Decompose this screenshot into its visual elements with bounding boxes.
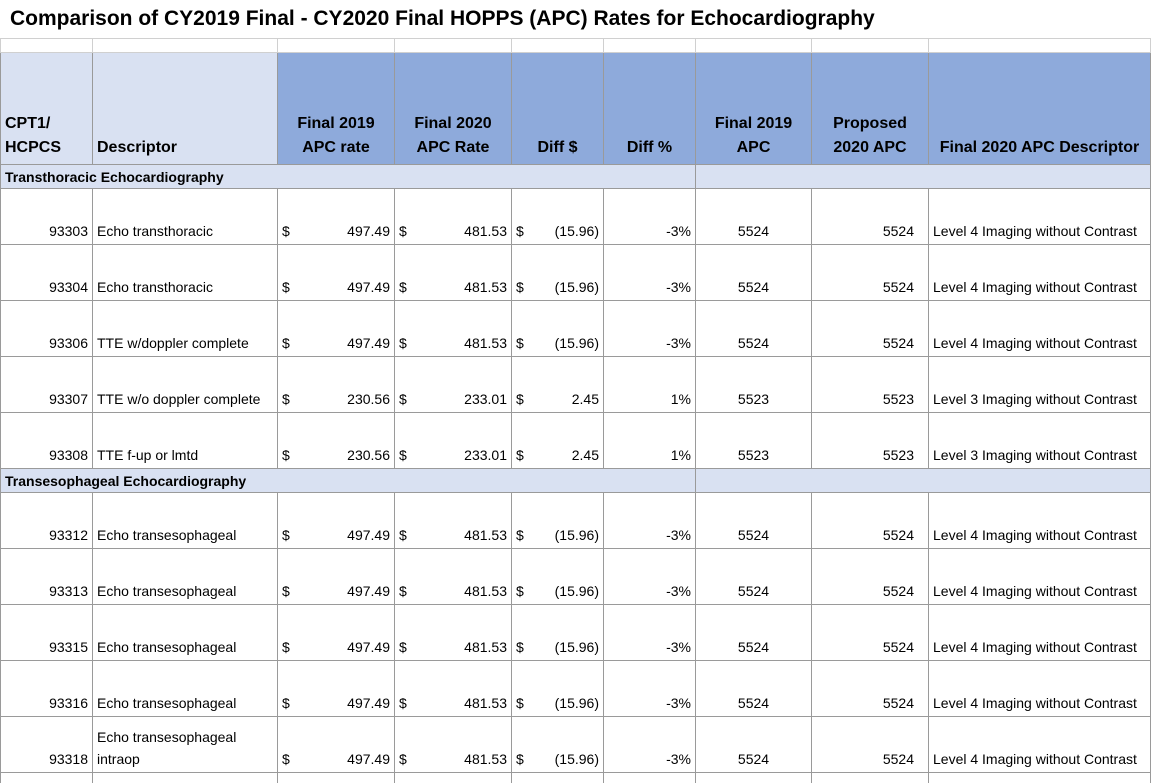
- cell-apc-descriptor[interactable]: Level 4 Imaging without Contrast: [929, 717, 1151, 773]
- cell-apc-descriptor[interactable]: Level 3 Imaging without Contrast: [929, 413, 1151, 469]
- empty-cell[interactable]: [696, 773, 812, 783]
- rates-table: [0, 38, 1151, 783]
- table-row: [1, 189, 1151, 245]
- cell-rate2019[interactable]: [278, 301, 395, 357]
- amount: 481.53: [464, 583, 507, 599]
- cell-apc-2020-proposed[interactable]: 5524: [812, 661, 929, 717]
- empty-cell[interactable]: [278, 773, 395, 783]
- header-code[interactable]: CPT1/ HCPCS: [1, 53, 93, 165]
- table-row: [1, 357, 1151, 413]
- currency-symbol: $: [516, 335, 524, 351]
- cell-diff[interactable]: [512, 661, 604, 717]
- empty-cell[interactable]: [929, 773, 1151, 783]
- section-blank[interactable]: [696, 165, 1151, 189]
- currency-symbol: $: [282, 583, 290, 599]
- cell-rate2019[interactable]: [278, 245, 395, 301]
- cell-apc-2019[interactable]: 5524: [696, 717, 812, 773]
- money-value: [516, 524, 599, 546]
- money-value: [399, 636, 507, 658]
- cell-rate2020[interactable]: [395, 189, 512, 245]
- amount: (15.96): [554, 223, 599, 239]
- header-diff-dollar[interactable]: Diff $: [512, 53, 604, 165]
- amount: 230.56: [347, 447, 390, 463]
- cell-diff[interactable]: [512, 717, 604, 773]
- spacer-row: [1, 39, 1151, 53]
- cell-rate2020[interactable]: [395, 357, 512, 413]
- currency-symbol: $: [516, 527, 524, 543]
- header-final-2020-descriptor[interactable]: Final 2020 APC Descriptor: [929, 53, 1151, 165]
- money-value: [399, 332, 507, 354]
- amount: (15.96): [554, 279, 599, 295]
- cell-descriptor[interactable]: TTE f-up or lmtd: [93, 413, 278, 469]
- cell-diff[interactable]: [512, 357, 604, 413]
- amount: 497.49: [347, 751, 390, 767]
- currency-symbol: $: [282, 695, 290, 711]
- cell-diff[interactable]: [512, 549, 604, 605]
- cell-rate2019[interactable]: [278, 189, 395, 245]
- cell-diff[interactable]: [512, 413, 604, 469]
- table-row: [1, 717, 1151, 773]
- amount: 497.49: [347, 279, 390, 295]
- cell-rate2019[interactable]: [278, 493, 395, 549]
- currency-symbol: $: [399, 391, 407, 407]
- cell-apc-2019[interactable]: 5524: [696, 661, 812, 717]
- cell-descriptor[interactable]: Echo transesophageal: [93, 605, 278, 661]
- amount: 481.53: [464, 751, 507, 767]
- cell-diff-pct[interactable]: -3%: [604, 605, 696, 661]
- cell-rate2020[interactable]: [395, 717, 512, 773]
- table-row: [1, 549, 1151, 605]
- section-title[interactable]: Transesophageal Echocardiography: [1, 469, 696, 493]
- money-value: [282, 220, 390, 242]
- table-row: [1, 245, 1151, 301]
- cell-diff-pct[interactable]: -3%: [604, 549, 696, 605]
- cell-rate2020[interactable]: [395, 493, 512, 549]
- cell-rate2020[interactable]: [395, 549, 512, 605]
- money-value: [399, 580, 507, 602]
- cell-diff-pct[interactable]: 1%: [604, 413, 696, 469]
- cell-apc-descriptor[interactable]: Level 4 Imaging without Contrast: [929, 549, 1151, 605]
- cell-descriptor[interactable]: Echo transesophageal intraop: [93, 717, 278, 773]
- currency-symbol: $: [516, 639, 524, 655]
- cell-rate2019[interactable]: [278, 661, 395, 717]
- spreadsheet: [0, 38, 1151, 783]
- currency-symbol: $: [399, 695, 407, 711]
- cell-rate2019[interactable]: [278, 549, 395, 605]
- cell-rate2019[interactable]: [278, 357, 395, 413]
- page-title: Comparison of CY2019 Final - CY2020 Final HOPPS (APC) Rates for Echocardiography: [10, 7, 875, 30]
- amount: (15.96): [554, 751, 599, 767]
- currency-symbol: $: [516, 223, 524, 239]
- money-value: [282, 332, 390, 354]
- currency-symbol: $: [399, 223, 407, 239]
- currency-symbol: $: [516, 695, 524, 711]
- currency-symbol: $: [282, 639, 290, 655]
- money-value: [516, 332, 599, 354]
- money-value: [516, 748, 599, 770]
- cell-code[interactable]: 93316: [1, 661, 93, 717]
- money-value: [399, 276, 507, 298]
- money-value: [399, 444, 507, 466]
- money-value: [516, 636, 599, 658]
- cell-descriptor[interactable]: TTE w/doppler complete: [93, 301, 278, 357]
- currency-symbol: $: [516, 751, 524, 767]
- cell-apc-descriptor[interactable]: Level 4 Imaging without Contrast: [929, 605, 1151, 661]
- money-value: [516, 580, 599, 602]
- amount: 481.53: [464, 279, 507, 295]
- cell-rate2020[interactable]: [395, 245, 512, 301]
- cell-diff[interactable]: [512, 245, 604, 301]
- cell-code[interactable]: 93312: [1, 493, 93, 549]
- amount: 2.45: [571, 391, 599, 407]
- currency-symbol: $: [282, 279, 290, 295]
- table-row: [1, 605, 1151, 661]
- amount: 481.53: [464, 527, 507, 543]
- amount: (15.96): [554, 639, 599, 655]
- cell-apc-descriptor[interactable]: Level 4 Imaging without Contrast: [929, 189, 1151, 245]
- table-row: [1, 413, 1151, 469]
- cell-diff[interactable]: [512, 301, 604, 357]
- currency-symbol: $: [282, 335, 290, 351]
- cell-diff[interactable]: [512, 493, 604, 549]
- cell-rate2020[interactable]: [395, 413, 512, 469]
- empty-cell[interactable]: [1, 773, 93, 783]
- amount: 497.49: [347, 583, 390, 599]
- empty-cell[interactable]: [395, 773, 512, 783]
- cell-apc-2019[interactable]: 5523: [696, 413, 812, 469]
- header-proposed-2020-apc[interactable]: Proposed 2020 APC: [812, 53, 929, 165]
- cell-apc-descriptor[interactable]: Level 4 Imaging without Contrast: [929, 301, 1151, 357]
- table-row: [1, 301, 1151, 357]
- currency-symbol: $: [399, 447, 407, 463]
- amount: 497.49: [347, 223, 390, 239]
- cell-diff-pct[interactable]: -3%: [604, 189, 696, 245]
- amount: (15.96): [554, 695, 599, 711]
- header-final-2019-rate[interactable]: Final 2019 APC rate: [278, 53, 395, 165]
- money-value: [282, 636, 390, 658]
- money-value: [282, 748, 390, 770]
- cell-diff-pct[interactable]: 1%: [604, 357, 696, 413]
- cell-apc-2020-proposed[interactable]: 5524: [812, 717, 929, 773]
- amount: 230.56: [347, 391, 390, 407]
- currency-symbol: $: [282, 391, 290, 407]
- table-body: [1, 165, 1151, 783]
- cell-rate2020[interactable]: [395, 661, 512, 717]
- cell-diff-pct[interactable]: -3%: [604, 717, 696, 773]
- amount: (15.96): [554, 335, 599, 351]
- cell-apc-2020-proposed[interactable]: 5523: [812, 413, 929, 469]
- cell-apc-2019[interactable]: 5523: [696, 357, 812, 413]
- money-value: [516, 444, 599, 466]
- cell-apc-2020-proposed[interactable]: 5523: [812, 357, 929, 413]
- tail-row: [1, 773, 1151, 783]
- cell-code[interactable]: 93308: [1, 413, 93, 469]
- cell-diff[interactable]: [512, 605, 604, 661]
- money-value: [282, 692, 390, 714]
- amount: 2.45: [571, 447, 599, 463]
- cell-apc-2019[interactable]: 5524: [696, 301, 812, 357]
- cell-rate2019[interactable]: [278, 413, 395, 469]
- currency-symbol: $: [399, 335, 407, 351]
- header-row: [1, 53, 1151, 165]
- amount: 481.53: [464, 335, 507, 351]
- header-final-2019-apc[interactable]: Final 2019 APC: [696, 53, 812, 165]
- header-final-2020-rate[interactable]: Final 2020 APC Rate: [395, 53, 512, 165]
- cell-descriptor[interactable]: Echo transesophageal: [93, 661, 278, 717]
- header-diff-pct[interactable]: Diff %: [604, 53, 696, 165]
- table-row: [1, 661, 1151, 717]
- money-value: [282, 524, 390, 546]
- cell-code[interactable]: 93315: [1, 605, 93, 661]
- currency-symbol: $: [516, 391, 524, 407]
- empty-cell[interactable]: [812, 773, 929, 783]
- cell-code[interactable]: 93306: [1, 301, 93, 357]
- money-value: [399, 388, 507, 410]
- cell-apc-2019[interactable]: 5524: [696, 605, 812, 661]
- money-value: [399, 524, 507, 546]
- amount: 497.49: [347, 527, 390, 543]
- cell-descriptor[interactable]: TTE w/o doppler complete: [93, 357, 278, 413]
- amount: (15.96): [554, 583, 599, 599]
- amount: (15.96): [554, 527, 599, 543]
- cell-descriptor[interactable]: Echo transesophageal: [93, 549, 278, 605]
- amount: 497.49: [347, 695, 390, 711]
- money-value: [282, 276, 390, 298]
- cell-descriptor[interactable]: Echo transthoracic: [93, 189, 278, 245]
- cell-diff-pct[interactable]: -3%: [604, 245, 696, 301]
- cell-rate2019[interactable]: [278, 605, 395, 661]
- cell-apc-2020-proposed[interactable]: 5524: [812, 301, 929, 357]
- currency-symbol: $: [282, 447, 290, 463]
- money-value: [399, 220, 507, 242]
- header-descriptor[interactable]: Descriptor: [93, 53, 278, 165]
- currency-symbol: $: [399, 751, 407, 767]
- money-value: [282, 388, 390, 410]
- amount: 481.53: [464, 223, 507, 239]
- cell-code[interactable]: 93303: [1, 189, 93, 245]
- currency-symbol: $: [516, 583, 524, 599]
- currency-symbol: $: [399, 583, 407, 599]
- empty-cell[interactable]: [512, 773, 604, 783]
- cell-apc-2019[interactable]: 5524: [696, 493, 812, 549]
- section-blank[interactable]: [696, 469, 1151, 493]
- currency-symbol: $: [282, 223, 290, 239]
- amount: 497.49: [347, 639, 390, 655]
- cell-apc-descriptor[interactable]: Level 4 Imaging without Contrast: [929, 245, 1151, 301]
- cell-rate2019[interactable]: [278, 717, 395, 773]
- cell-apc-2020-proposed[interactable]: 5524: [812, 245, 929, 301]
- amount: 233.01: [464, 391, 507, 407]
- cell-diff[interactable]: [512, 189, 604, 245]
- money-value: [282, 444, 390, 466]
- amount: 497.49: [347, 335, 390, 351]
- cell-apc-descriptor[interactable]: Level 4 Imaging without Contrast: [929, 661, 1151, 717]
- amount: 481.53: [464, 695, 507, 711]
- money-value: [399, 748, 507, 770]
- cell-apc-2019[interactable]: 5524: [696, 189, 812, 245]
- cell-apc-2020-proposed[interactable]: 5524: [812, 493, 929, 549]
- section-title[interactable]: Transthoracic Echocardiography: [1, 165, 696, 189]
- money-value: [516, 220, 599, 242]
- cell-descriptor[interactable]: Echo transesophageal: [93, 493, 278, 549]
- money-value: [516, 276, 599, 298]
- money-value: [399, 692, 507, 714]
- cell-apc-2020-proposed[interactable]: 5524: [812, 605, 929, 661]
- cell-code[interactable]: 93304: [1, 245, 93, 301]
- amount: 481.53: [464, 639, 507, 655]
- cell-diff-pct[interactable]: -3%: [604, 493, 696, 549]
- money-value: [516, 388, 599, 410]
- currency-symbol: $: [282, 751, 290, 767]
- cell-apc-2020-proposed[interactable]: 5524: [812, 549, 929, 605]
- currency-symbol: $: [282, 527, 290, 543]
- currency-symbol: $: [399, 639, 407, 655]
- cell-apc-descriptor[interactable]: Level 4 Imaging without Contrast: [929, 493, 1151, 549]
- cell-diff-pct[interactable]: -3%: [604, 661, 696, 717]
- currency-symbol: $: [399, 527, 407, 543]
- money-value: [282, 580, 390, 602]
- cell-rate2020[interactable]: [395, 301, 512, 357]
- empty-cell[interactable]: [604, 773, 696, 783]
- cell-apc-2019[interactable]: 5524: [696, 549, 812, 605]
- cell-code[interactable]: 93313: [1, 549, 93, 605]
- empty-cell[interactable]: [93, 773, 278, 783]
- section-row: [1, 469, 1151, 493]
- cell-apc-2019[interactable]: 5524: [696, 245, 812, 301]
- cell-apc-2020-proposed[interactable]: 5524: [812, 189, 929, 245]
- cell-code[interactable]: 93318: [1, 717, 93, 773]
- cell-diff-pct[interactable]: -3%: [604, 301, 696, 357]
- cell-apc-descriptor[interactable]: Level 3 Imaging without Contrast: [929, 357, 1151, 413]
- currency-symbol: $: [516, 447, 524, 463]
- cell-code[interactable]: 93307: [1, 357, 93, 413]
- table-row: [1, 493, 1151, 549]
- currency-symbol: $: [399, 279, 407, 295]
- cell-descriptor[interactable]: Echo transthoracic: [93, 245, 278, 301]
- amount: 233.01: [464, 447, 507, 463]
- cell-rate2020[interactable]: [395, 605, 512, 661]
- section-row: [1, 165, 1151, 189]
- currency-symbol: $: [516, 279, 524, 295]
- money-value: [516, 692, 599, 714]
